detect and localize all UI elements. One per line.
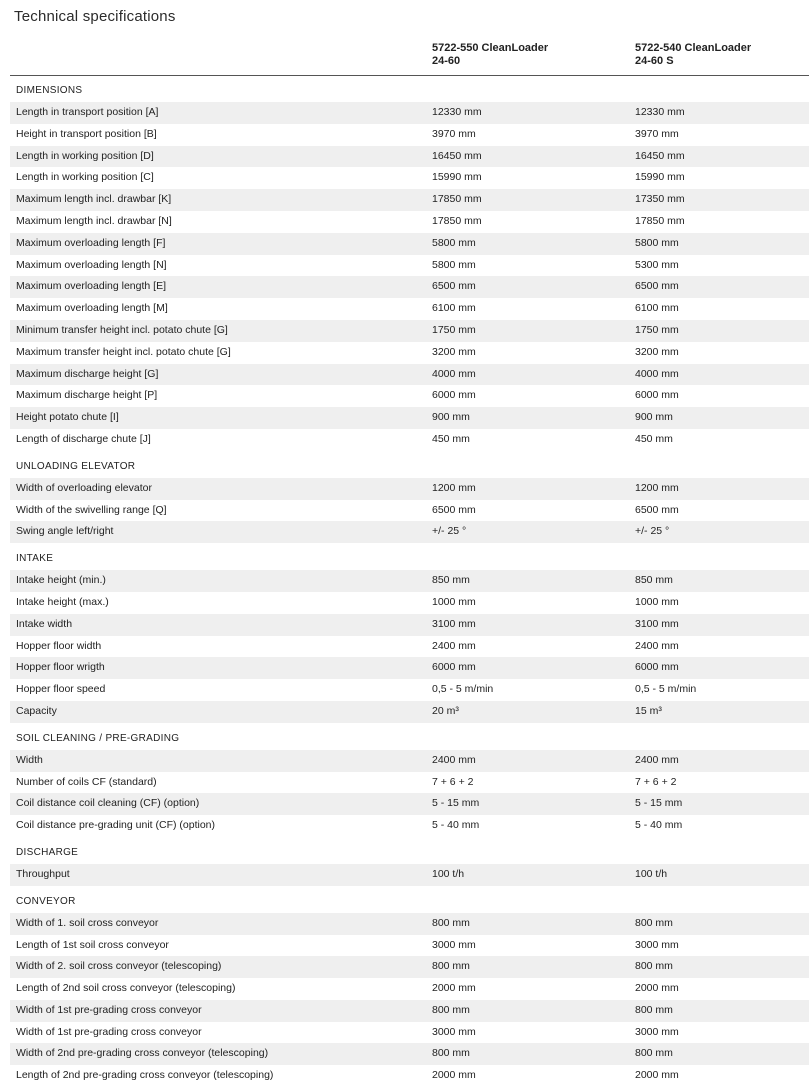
spec-label: Maximum overloading length [E] <box>16 280 166 293</box>
spec-value-550: 3000 mm <box>432 1025 476 1038</box>
spec-value-540: 7 + 6 + 2 <box>635 775 677 788</box>
spec-value-540: 5 - 40 mm <box>635 819 683 832</box>
spec-value-550: 6100 mm <box>432 302 476 315</box>
spec-value-540: 16450 mm <box>635 149 685 162</box>
spec-value-540: 100 t/h <box>635 867 668 880</box>
spec-row <box>10 233 809 255</box>
section-heading-label: INTAKE <box>16 553 54 565</box>
spec-row <box>10 211 809 233</box>
spec-row <box>10 657 809 679</box>
spec-value-540: 1750 mm <box>635 323 679 336</box>
spec-value-540: 15990 mm <box>635 171 685 184</box>
spec-row <box>10 1043 809 1065</box>
spec-value-550: 5 - 40 mm <box>432 819 480 832</box>
spec-value-540: 850 mm <box>635 574 673 587</box>
spec-label: Intake height (min.) <box>16 574 106 587</box>
spec-value-540: 0,5 - 5 m/min <box>635 683 697 696</box>
spec-label: Minimum transfer height incl. potato chute [G] <box>16 323 228 336</box>
column-header-line2: 24-60 <box>432 55 461 67</box>
spec-value-550: 800 mm <box>432 960 470 973</box>
spec-row <box>10 500 809 522</box>
column-header-model-540 <box>635 42 809 68</box>
spec-value-540: 800 mm <box>635 1047 673 1060</box>
spec-value-540: 15 m³ <box>635 704 662 717</box>
spec-row <box>10 570 809 592</box>
spec-value-540: 6500 mm <box>635 280 679 293</box>
spec-row <box>10 102 809 124</box>
spec-label: Throughput <box>16 867 70 880</box>
spec-label: Hopper floor speed <box>16 683 106 696</box>
spec-value-550: 800 mm <box>432 1003 470 1016</box>
spec-row <box>10 146 809 168</box>
spec-label: Width <box>16 753 43 766</box>
section-heading-label: DIMENSIONS <box>16 85 83 96</box>
spec-label: Hopper floor wrigth <box>16 661 105 674</box>
spec-value-540: 2400 mm <box>635 639 679 652</box>
spec-row <box>10 935 809 957</box>
spec-label: Maximum discharge height [P] <box>16 389 158 402</box>
spec-row <box>10 320 809 342</box>
header-divider <box>10 75 809 76</box>
page-title: Technical specifications <box>14 8 176 25</box>
spec-value-540: 3000 mm <box>635 938 679 951</box>
section-heading <box>10 548 809 570</box>
spec-label: Length of 2nd soil cross conveyor (telescoping) <box>16 982 236 995</box>
spec-label: Width of 2nd pre-grading cross conveyor (telescoping) <box>16 1047 269 1060</box>
spec-label: Maximum overloading length [F] <box>16 236 166 249</box>
spec-value-540: 3200 mm <box>635 345 679 358</box>
spec-label: Width of 1st pre-grading cross conveyor <box>16 1025 202 1038</box>
spec-label: Hopper floor width <box>16 639 102 652</box>
spec-label: Height potato chute [I] <box>16 411 119 424</box>
spec-value-550: 15990 mm <box>432 171 482 184</box>
spec-value-550: 900 mm <box>432 411 470 424</box>
spec-value-540: 2000 mm <box>635 1069 679 1082</box>
section-heading <box>10 842 809 864</box>
spec-value-540: 2400 mm <box>635 753 679 766</box>
section-heading-label: UNLOADING ELEVATOR <box>16 460 136 472</box>
spec-row <box>10 298 809 320</box>
spec-value-540: 2000 mm <box>635 982 679 995</box>
spec-label: Number of coils CF (standard) <box>16 775 157 788</box>
spec-row <box>10 978 809 1000</box>
spec-value-550: 20 m³ <box>432 704 459 717</box>
section-heading-label: DISCHARGE <box>16 846 79 858</box>
spec-value-550: 1750 mm <box>432 323 476 336</box>
spec-value-550: 3200 mm <box>432 345 476 358</box>
spec-row <box>10 167 809 189</box>
spec-value-540: 3970 mm <box>635 127 679 140</box>
spec-row <box>10 407 809 429</box>
spec-value-540: 5800 mm <box>635 236 679 249</box>
spec-label: Maximum overloading length [N] <box>16 258 167 271</box>
spec-label: Swing angle left/right <box>16 525 114 538</box>
spec-row <box>10 956 809 978</box>
spec-row <box>10 913 809 935</box>
column-header-line1: 5722-550 CleanLoader <box>432 42 549 54</box>
spec-value-550: 1200 mm <box>432 481 476 494</box>
spec-value-550: 5800 mm <box>432 236 476 249</box>
section-heading-label: SOIL CLEANING / PRE-GRADING <box>16 732 180 744</box>
spec-row <box>10 124 809 146</box>
spec-value-550: 1000 mm <box>432 595 476 608</box>
spec-value-540: 6000 mm <box>635 389 679 402</box>
spec-value-540: 12330 mm <box>635 106 685 118</box>
section-heading-label: CONVEYOR <box>16 895 76 907</box>
spec-value-540: 450 mm <box>635 432 673 445</box>
spec-label: Width of 1. soil cross conveyor <box>16 916 159 929</box>
spec-value-540: 17350 mm <box>635 193 685 206</box>
spec-value-540: 6000 mm <box>635 661 679 674</box>
section-heading <box>10 456 809 478</box>
spec-label: Capacity <box>16 704 57 717</box>
spec-value-550: 17850 mm <box>432 214 482 227</box>
spec-value-550: 2400 mm <box>432 639 476 652</box>
spec-value-550: 6000 mm <box>432 389 476 402</box>
spec-value-550: 100 t/h <box>432 867 465 880</box>
spec-row <box>10 342 809 364</box>
spec-row <box>10 793 809 815</box>
section-heading <box>10 728 809 750</box>
spec-value-550: 5800 mm <box>432 258 476 271</box>
spec-value-550: 2400 mm <box>432 753 476 766</box>
spec-label: Length in transport position [A] <box>16 106 159 118</box>
spec-row <box>10 864 809 886</box>
spec-row <box>10 614 809 636</box>
column-header-model-550 <box>432 42 607 68</box>
spec-value-540: 800 mm <box>635 916 673 929</box>
spec-row <box>10 1000 809 1022</box>
spec-value-540: 4000 mm <box>635 367 679 380</box>
spec-value-550: 6000 mm <box>432 661 476 674</box>
spec-value-540: 800 mm <box>635 1003 673 1016</box>
spec-row <box>10 772 809 794</box>
spec-value-540: 6100 mm <box>635 302 679 315</box>
spec-label: Intake height (max.) <box>16 595 109 608</box>
spec-value-550: 800 mm <box>432 916 470 929</box>
spec-value-540: 1200 mm <box>635 481 679 494</box>
spec-value-550: 6500 mm <box>432 280 476 293</box>
spec-label: Height in transport position [B] <box>16 127 157 140</box>
spec-row <box>10 701 809 723</box>
spec-value-540: 800 mm <box>635 960 673 973</box>
spec-value-550: 7 + 6 + 2 <box>432 775 474 788</box>
spec-row <box>10 1065 809 1087</box>
spec-value-550: 4000 mm <box>432 367 476 380</box>
spec-label: Width of 1st pre-grading cross conveyor <box>16 1003 202 1016</box>
spec-label: Maximum length incl. drawbar [N] <box>16 214 172 227</box>
spec-label: Length of discharge chute [J] <box>16 432 151 445</box>
spec-label: Maximum discharge height [G] <box>16 367 159 380</box>
spec-value-550: 2000 mm <box>432 1069 476 1082</box>
spec-row <box>10 815 809 837</box>
spec-label: Intake width <box>16 617 73 630</box>
spec-value-550: 6500 mm <box>432 503 476 516</box>
spec-row <box>10 429 809 451</box>
spec-value-550: 2000 mm <box>432 982 476 995</box>
spec-value-540: 6500 mm <box>635 503 679 516</box>
spec-value-540: +/- 25 ° <box>635 525 670 538</box>
section-heading <box>10 80 809 102</box>
spec-value-540: 900 mm <box>635 411 673 424</box>
spec-row <box>10 276 809 298</box>
spec-value-540: 5300 mm <box>635 258 679 271</box>
spec-row <box>10 750 809 772</box>
spec-row <box>10 385 809 407</box>
spec-value-550: 17850 mm <box>432 193 482 206</box>
spec-row <box>10 255 809 277</box>
spec-value-550: 3000 mm <box>432 938 476 951</box>
spec-row <box>10 189 809 211</box>
spec-value-550: +/- 25 ° <box>432 525 467 538</box>
spec-value-550: 12330 mm <box>432 106 482 118</box>
spec-label: Length in working position [D] <box>16 149 154 162</box>
spec-value-550: 3970 mm <box>432 127 476 140</box>
spec-label: Length of 2nd pre-grading cross conveyor (telescoping) <box>16 1069 274 1082</box>
spec-label: Coil distance coil cleaning (CF) (option) <box>16 797 200 810</box>
spec-row <box>10 364 809 386</box>
spec-value-550: 450 mm <box>432 432 470 445</box>
spec-label: Coil distance pre-grading unit (CF) (option) <box>16 819 216 832</box>
column-header-line2: 24-60 S <box>635 55 674 67</box>
spec-value-540: 1000 mm <box>635 595 679 608</box>
spec-value-550: 16450 mm <box>432 149 482 162</box>
spec-value-540: 3000 mm <box>635 1025 679 1038</box>
spec-row <box>10 592 809 614</box>
spec-label: Width of the swivelling range [Q] <box>16 503 167 516</box>
spec-value-550: 850 mm <box>432 574 470 587</box>
spec-label: Maximum overloading length [M] <box>16 302 168 315</box>
spec-value-550: 3100 mm <box>432 617 476 630</box>
spec-row <box>10 521 809 543</box>
spec-row <box>10 679 809 701</box>
spec-value-550: 0,5 - 5 m/min <box>432 683 494 696</box>
spec-label: Maximum transfer height incl. potato chute [G] <box>16 345 231 358</box>
spec-label: Maximum length incl. drawbar [K] <box>16 193 172 206</box>
spec-value-550: 800 mm <box>432 1047 470 1060</box>
spec-label: Width of 2. soil cross conveyor (telescoping) <box>16 960 222 973</box>
spec-row <box>10 1022 809 1044</box>
spec-label: Length in working position [C] <box>16 171 154 184</box>
spec-value-540: 3100 mm <box>635 617 679 630</box>
spec-label: Length of 1st soil cross conveyor <box>16 938 169 951</box>
spec-value-540: 17850 mm <box>635 214 685 227</box>
column-header-line1: 5722-540 CleanLoader <box>635 42 752 54</box>
spec-label: Width of overloading elevator <box>16 481 152 494</box>
spec-value-540: 5 - 15 mm <box>635 797 683 810</box>
spec-table <box>10 80 809 1087</box>
spec-row <box>10 636 809 658</box>
spec-value-550: 5 - 15 mm <box>432 797 480 810</box>
spec-row <box>10 478 809 500</box>
section-heading <box>10 891 809 913</box>
